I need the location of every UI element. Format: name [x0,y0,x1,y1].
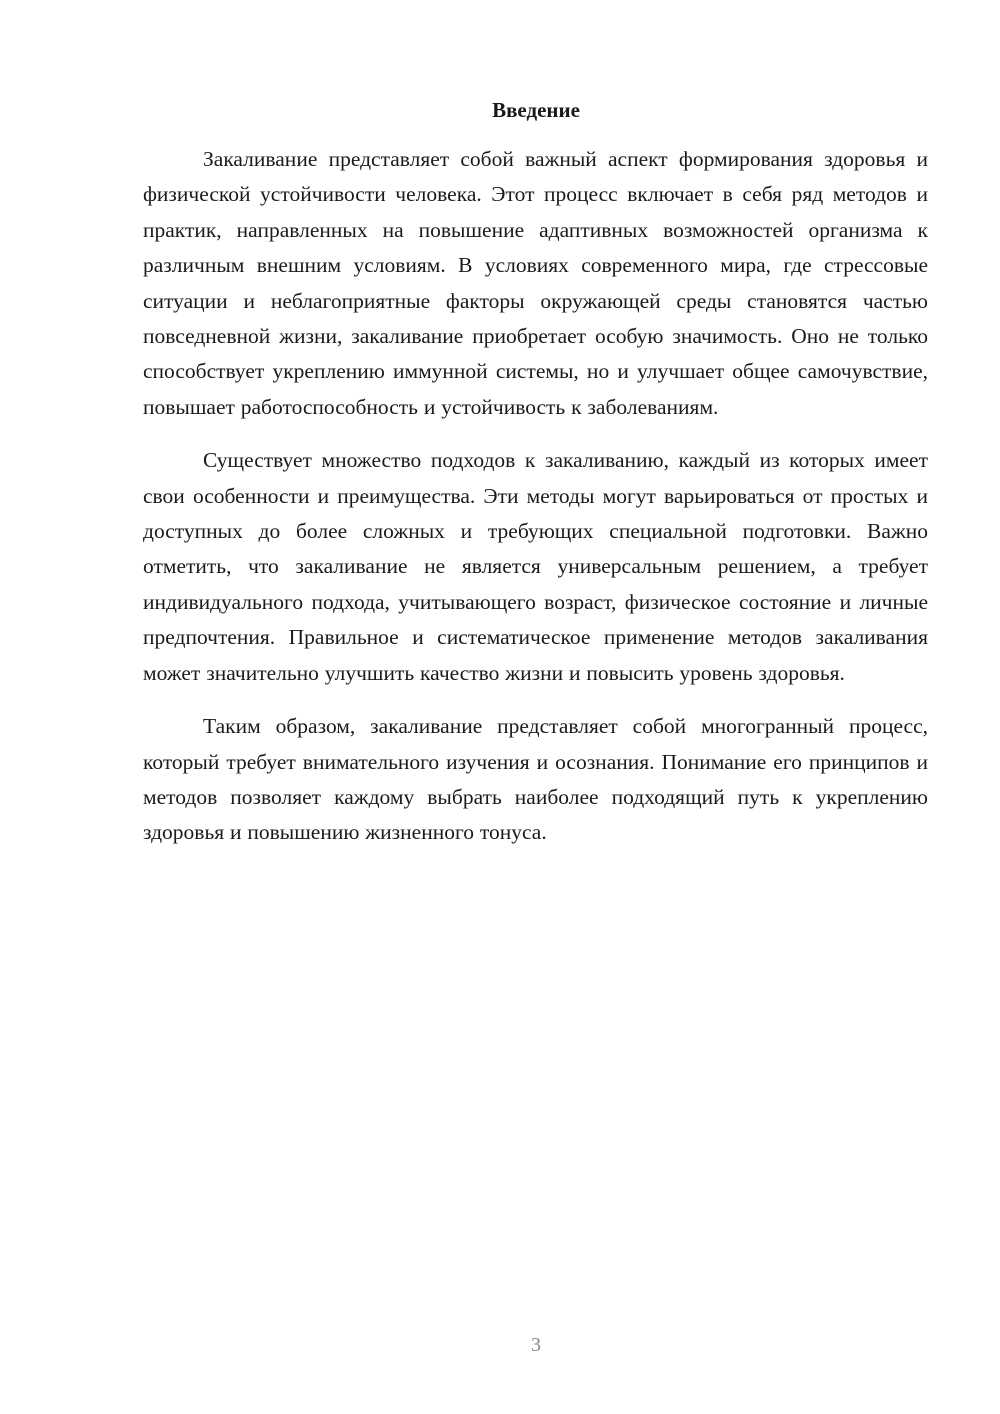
body-text [143,142,928,869]
section-heading: Введение [492,98,580,122]
page-number: 3 [531,1334,541,1356]
paragraph-1: Закаливание представляет собой важный аспект формирования здоровья и физической устойчивости человека. Этот процесс включает в себя ряд методов и практик, направленных на повышение адаптивных возможностей организма к различным внешним условиям. В условиях современного мира, где стрессовые ситуации и неблагоприятные факторы окружающей среды становятся частью повседневной жизни, закаливание приобретает особую значимость. Оно не только способствует укреплению иммунной системы, но и улучшает общее самочувствие, повышает работоспособность и устойчивость к заболеваниям. [143,147,928,419]
paragraph-2: Существует множество подходов к закаливанию, каждый из которых имеет свои особенности и преимущества. Эти методы могут варьироваться от простых и доступных до более сложных и требующих специальной подготовки. Важно отметить, что закаливание не является универсальным решением, а требует индивидуального подхода, учитывающего возраст, физическое состояние и личные предпочтения. Правильное и систематическое применение методов закаливания может значительно улучшить качество жизни и повысить уровень здоровья. [143,448,928,685]
paragraph-3: Таким образом, закаливание представляет собой многогранный процесс, который требует внимательного изучения и осознания. Понимание его принципов и методов позволяет каждому выбрать наиболее подходящий путь к укреплению здоровья и повышению жизненного тонуса. [143,714,928,845]
